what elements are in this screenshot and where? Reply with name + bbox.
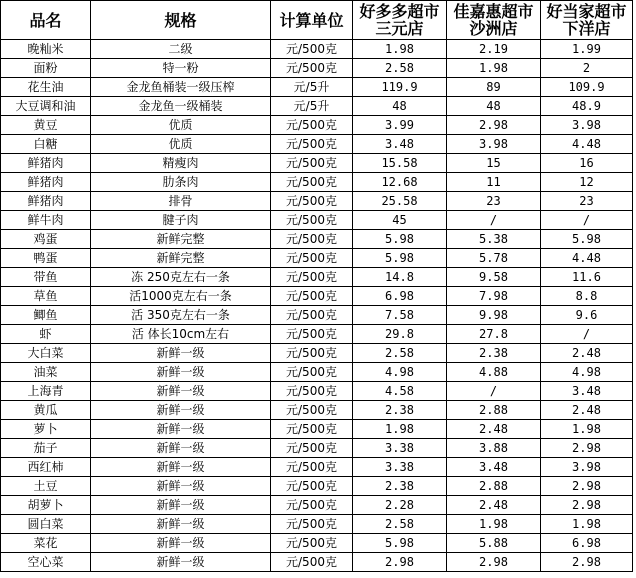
cell-price-store-1: 1.98 <box>353 40 447 59</box>
table-row <box>1 363 633 382</box>
cell-price-store-1: 3.99 <box>353 116 447 135</box>
cell-spec: 新鲜一级 <box>91 382 271 401</box>
cell-price-store-2: 1.98 <box>447 59 541 78</box>
cell-price-store-1: 1.98 <box>353 420 447 439</box>
cell-price-store-1: 4.58 <box>353 382 447 401</box>
cell-price-store-2: 2.98 <box>447 116 541 135</box>
table-row <box>1 458 633 477</box>
cell-spec: 排骨 <box>91 192 271 211</box>
header-row <box>1 1 633 40</box>
cell-price-store-2: / <box>447 382 541 401</box>
cell-price-store-3: 2.98 <box>541 439 633 458</box>
cell-unit: 元/500克 <box>271 420 353 439</box>
cell-price-store-1: 2.38 <box>353 401 447 420</box>
cell-spec: 新鲜一级 <box>91 496 271 515</box>
cell-price-store-2: 3.98 <box>447 135 541 154</box>
table-row <box>1 116 633 135</box>
cell-price-store-1: 2.38 <box>353 477 447 496</box>
cell-price-store-1: 5.98 <box>353 230 447 249</box>
cell-price-store-1: 3.38 <box>353 458 447 477</box>
cell-price-store-2: 48 <box>447 97 541 116</box>
cell-unit: 元/500克 <box>271 382 353 401</box>
cell-price-store-3: 109.9 <box>541 78 633 97</box>
header-store-2: 佳嘉惠超市沙洲店 <box>447 1 541 40</box>
cell-name: 草鱼 <box>1 287 91 306</box>
cell-spec: 肋条肉 <box>91 173 271 192</box>
table-row <box>1 439 633 458</box>
cell-price-store-2: 3.48 <box>447 458 541 477</box>
cell-price-store-3: 9.6 <box>541 306 633 325</box>
cell-price-store-1: 2.98 <box>353 553 447 572</box>
cell-name: 黄瓜 <box>1 401 91 420</box>
cell-price-store-2: 1.98 <box>447 515 541 534</box>
cell-name: 鲜猪肉 <box>1 192 91 211</box>
table-body <box>1 40 633 572</box>
cell-price-store-1: 12.68 <box>353 173 447 192</box>
table-row <box>1 306 633 325</box>
cell-price-store-1: 119.9 <box>353 78 447 97</box>
cell-price-store-2: 15 <box>447 154 541 173</box>
cell-name: 大豆调和油 <box>1 97 91 116</box>
cell-name: 茄子 <box>1 439 91 458</box>
cell-unit: 元/500克 <box>271 230 353 249</box>
table-row <box>1 496 633 515</box>
cell-price-store-3: 11.6 <box>541 268 633 287</box>
cell-spec: 金龙鱼一级桶装 <box>91 97 271 116</box>
cell-price-store-3: 2.98 <box>541 496 633 515</box>
cell-unit: 元/5升 <box>271 78 353 97</box>
cell-price-store-3: 3.98 <box>541 116 633 135</box>
table-row <box>1 420 633 439</box>
cell-name: 西红柿 <box>1 458 91 477</box>
cell-price-store-1: 5.98 <box>353 534 447 553</box>
cell-price-store-3: 1.98 <box>541 420 633 439</box>
cell-price-store-1: 15.58 <box>353 154 447 173</box>
cell-spec: 新鲜完整 <box>91 230 271 249</box>
cell-price-store-2: 89 <box>447 78 541 97</box>
cell-name: 鲜猪肉 <box>1 173 91 192</box>
cell-price-store-1: 25.58 <box>353 192 447 211</box>
header-store-1: 好多多超市三元店 <box>353 1 447 40</box>
cell-spec: 新鲜一级 <box>91 477 271 496</box>
cell-name: 鲫鱼 <box>1 306 91 325</box>
cell-name: 虾 <box>1 325 91 344</box>
cell-price-store-1: 7.58 <box>353 306 447 325</box>
cell-price-store-2: 2.48 <box>447 496 541 515</box>
cell-unit: 元/500克 <box>271 439 353 458</box>
cell-price-store-1: 4.98 <box>353 363 447 382</box>
cell-unit: 元/500克 <box>271 325 353 344</box>
cell-name: 圆白菜 <box>1 515 91 534</box>
cell-spec: 新鲜一级 <box>91 534 271 553</box>
cell-unit: 元/500克 <box>271 192 353 211</box>
cell-unit: 元/500克 <box>271 306 353 325</box>
cell-price-store-3: 1.99 <box>541 40 633 59</box>
cell-price-store-3: 2.48 <box>541 401 633 420</box>
cell-price-store-3: 4.98 <box>541 363 633 382</box>
cell-price-store-2: 5.38 <box>447 230 541 249</box>
cell-spec: 冻 250克左右一条 <box>91 268 271 287</box>
cell-price-store-2: 2.19 <box>447 40 541 59</box>
cell-price-store-3: 2.98 <box>541 553 633 572</box>
cell-price-store-2: 4.88 <box>447 363 541 382</box>
cell-spec: 新鲜一级 <box>91 458 271 477</box>
cell-unit: 元/500克 <box>271 287 353 306</box>
table-row <box>1 287 633 306</box>
cell-price-store-1: 29.8 <box>353 325 447 344</box>
cell-name: 晚籼米 <box>1 40 91 59</box>
cell-spec: 新鲜一级 <box>91 439 271 458</box>
cell-price-store-3: 3.98 <box>541 458 633 477</box>
cell-spec: 优质 <box>91 135 271 154</box>
table-row <box>1 553 633 572</box>
cell-price-store-1: 2.58 <box>353 515 447 534</box>
cell-price-store-2: 5.78 <box>447 249 541 268</box>
cell-unit: 元/5升 <box>271 97 353 116</box>
cell-price-store-2: / <box>447 211 541 230</box>
table-row <box>1 192 633 211</box>
header-unit: 计算单位 <box>271 1 353 40</box>
cell-price-store-1: 3.48 <box>353 135 447 154</box>
cell-price-store-3: 2.98 <box>541 477 633 496</box>
cell-spec: 新鲜一级 <box>91 515 271 534</box>
cell-name: 上海青 <box>1 382 91 401</box>
cell-unit: 元/500克 <box>271 116 353 135</box>
cell-name: 油菜 <box>1 363 91 382</box>
cell-price-store-3: / <box>541 211 633 230</box>
cell-name: 鲜牛肉 <box>1 211 91 230</box>
cell-name: 黄豆 <box>1 116 91 135</box>
cell-price-store-2: 23 <box>447 192 541 211</box>
cell-price-store-2: 7.98 <box>447 287 541 306</box>
cell-spec: 新鲜一级 <box>91 553 271 572</box>
cell-name: 带鱼 <box>1 268 91 287</box>
cell-unit: 元/500克 <box>271 344 353 363</box>
header-spec: 规格 <box>91 1 271 40</box>
cell-price-store-3: 2 <box>541 59 633 78</box>
cell-unit: 元/500克 <box>271 211 353 230</box>
cell-unit: 元/500克 <box>271 59 353 78</box>
cell-spec: 腱子肉 <box>91 211 271 230</box>
cell-price-store-2: 2.98 <box>447 553 541 572</box>
cell-unit: 元/500克 <box>271 154 353 173</box>
table-row <box>1 173 633 192</box>
cell-price-store-2: 9.58 <box>447 268 541 287</box>
cell-price-store-3: 2.48 <box>541 344 633 363</box>
cell-price-store-2: 2.88 <box>447 401 541 420</box>
cell-spec: 精瘦肉 <box>91 154 271 173</box>
cell-unit: 元/500克 <box>271 534 353 553</box>
cell-price-store-3: 6.98 <box>541 534 633 553</box>
cell-spec: 新鲜一级 <box>91 401 271 420</box>
table-row <box>1 230 633 249</box>
cell-spec: 新鲜一级 <box>91 420 271 439</box>
cell-unit: 元/500克 <box>271 363 353 382</box>
table-row <box>1 515 633 534</box>
table-row <box>1 40 633 59</box>
cell-price-store-3: 3.48 <box>541 382 633 401</box>
cell-unit: 元/500克 <box>271 135 353 154</box>
cell-unit: 元/500克 <box>271 268 353 287</box>
cell-name: 土豆 <box>1 477 91 496</box>
table-row <box>1 344 633 363</box>
cell-spec: 新鲜完整 <box>91 249 271 268</box>
cell-spec: 新鲜一级 <box>91 344 271 363</box>
cell-price-store-3: 1.98 <box>541 515 633 534</box>
cell-price-store-2: 2.48 <box>447 420 541 439</box>
cell-price-store-1: 45 <box>353 211 447 230</box>
cell-price-store-3: 23 <box>541 192 633 211</box>
cell-price-store-3: 12 <box>541 173 633 192</box>
cell-name: 白糖 <box>1 135 91 154</box>
table-row <box>1 249 633 268</box>
table-row <box>1 382 633 401</box>
cell-price-store-1: 48 <box>353 97 447 116</box>
cell-spec: 优质 <box>91 116 271 135</box>
table-row <box>1 401 633 420</box>
header-store-3: 好当家超市下洋店 <box>541 1 633 40</box>
cell-price-store-3: 5.98 <box>541 230 633 249</box>
cell-price-store-3: 4.48 <box>541 249 633 268</box>
cell-name: 花生油 <box>1 78 91 97</box>
cell-unit: 元/500克 <box>271 401 353 420</box>
cell-price-store-1: 3.38 <box>353 439 447 458</box>
table-row <box>1 325 633 344</box>
table-row <box>1 268 633 287</box>
cell-price-store-3: 8.8 <box>541 287 633 306</box>
table-row <box>1 211 633 230</box>
cell-unit: 元/500克 <box>271 477 353 496</box>
cell-name: 鲜猪肉 <box>1 154 91 173</box>
table-row <box>1 477 633 496</box>
cell-unit: 元/500克 <box>271 553 353 572</box>
cell-price-store-1: 14.8 <box>353 268 447 287</box>
cell-name: 面粉 <box>1 59 91 78</box>
cell-price-store-3: 4.48 <box>541 135 633 154</box>
cell-spec: 活1000克左右一条 <box>91 287 271 306</box>
table-row <box>1 59 633 78</box>
cell-price-store-1: 5.98 <box>353 249 447 268</box>
cell-spec: 活 体长10cm左右 <box>91 325 271 344</box>
cell-name: 鸡蛋 <box>1 230 91 249</box>
table-row <box>1 534 633 553</box>
table-row <box>1 78 633 97</box>
cell-price-store-2: 2.38 <box>447 344 541 363</box>
cell-name: 萝卜 <box>1 420 91 439</box>
cell-price-store-1: 2.58 <box>353 59 447 78</box>
table-row <box>1 97 633 116</box>
cell-price-store-2: 2.88 <box>447 477 541 496</box>
cell-price-store-2: 5.88 <box>447 534 541 553</box>
cell-unit: 元/500克 <box>271 515 353 534</box>
header-name: 品名 <box>1 1 91 40</box>
table-row <box>1 154 633 173</box>
cell-name: 菜花 <box>1 534 91 553</box>
cell-unit: 元/500克 <box>271 458 353 477</box>
cell-unit: 元/500克 <box>271 249 353 268</box>
cell-unit: 元/500克 <box>271 496 353 515</box>
cell-price-store-1: 2.28 <box>353 496 447 515</box>
cell-name: 空心菜 <box>1 553 91 572</box>
cell-price-store-2: 3.88 <box>447 439 541 458</box>
cell-price-store-1: 2.58 <box>353 344 447 363</box>
cell-spec: 特一粉 <box>91 59 271 78</box>
cell-price-store-2: 9.98 <box>447 306 541 325</box>
cell-price-store-2: 11 <box>447 173 541 192</box>
cell-price-store-1: 6.98 <box>353 287 447 306</box>
cell-spec: 金龙鱼桶装一级压榨 <box>91 78 271 97</box>
cell-name: 胡萝卜 <box>1 496 91 515</box>
cell-name: 鸭蛋 <box>1 249 91 268</box>
cell-price-store-3: 48.9 <box>541 97 633 116</box>
table-row <box>1 135 633 154</box>
cell-spec: 活 350克左右一条 <box>91 306 271 325</box>
cell-name: 大白菜 <box>1 344 91 363</box>
cell-unit: 元/500克 <box>271 40 353 59</box>
cell-price-store-3: / <box>541 325 633 344</box>
cell-unit: 元/500克 <box>271 173 353 192</box>
cell-price-store-3: 16 <box>541 154 633 173</box>
cell-price-store-2: 27.8 <box>447 325 541 344</box>
cell-spec: 二级 <box>91 40 271 59</box>
cell-spec: 新鲜一级 <box>91 363 271 382</box>
